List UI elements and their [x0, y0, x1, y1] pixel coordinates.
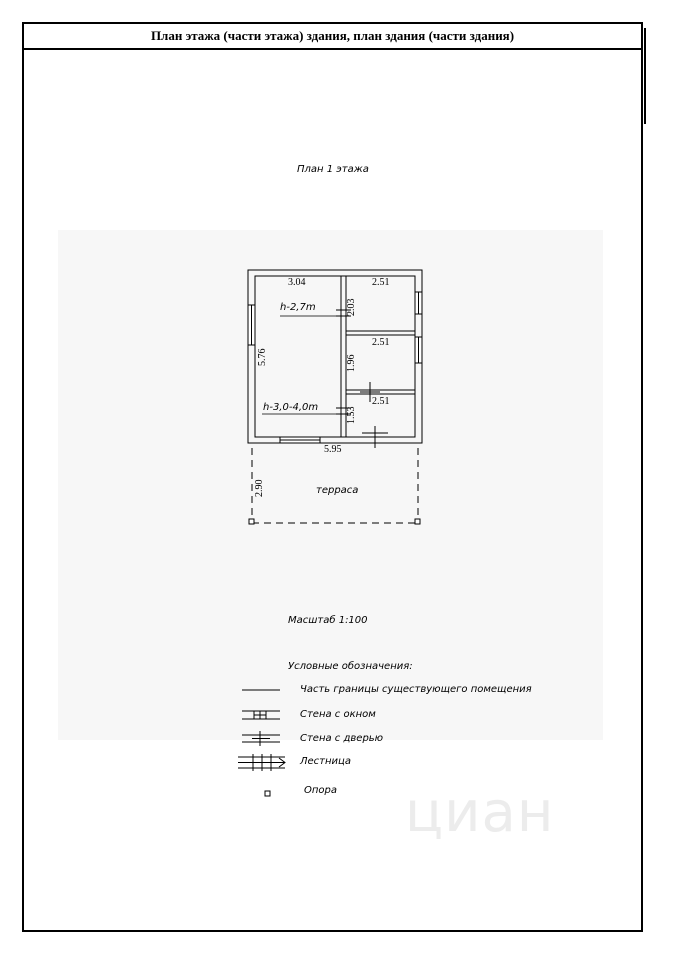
segment-height-label: 1.53 — [346, 406, 357, 424]
terrace-depth-label: 2.90 — [254, 479, 265, 497]
legend-item-label: Лестница — [300, 756, 351, 767]
room-width-label: 2.51 — [372, 337, 390, 348]
total-width-label: 5.95 — [324, 444, 342, 455]
ceiling-height-label: h-3,0-4,0m — [263, 402, 319, 413]
terrace-label: терраса — [316, 485, 359, 496]
total-height-label: 5.76 — [257, 348, 268, 366]
scale-label: Масштаб 1:100 — [288, 615, 368, 626]
support-post — [415, 519, 420, 524]
support-post — [249, 519, 254, 524]
ceiling-height-label: h-2,7m — [280, 302, 316, 313]
segment-height-label: 1.96 — [346, 354, 357, 372]
legend-item-label: Стена с окном — [300, 709, 376, 720]
legend-item-label: Часть границы существующего помещения — [300, 684, 532, 695]
watermark: циан — [405, 780, 555, 845]
plan-title: План 1 этажа — [297, 164, 369, 175]
segment-height-label: 2.03 — [346, 298, 357, 316]
outer-wall — [248, 270, 422, 443]
legend-item-label: Стена с дверью — [300, 733, 384, 744]
wall-door-icon — [242, 731, 280, 746]
page-title: План этажа (части этажа) здания, план здания (части здания) — [24, 24, 641, 50]
room-width-label: 2.51 — [372, 277, 390, 288]
legend-item-label: Опора — [304, 785, 338, 796]
legend-title: Условные обозначения: — [288, 661, 413, 672]
room-width-label: 2.51 — [372, 396, 390, 407]
room-width-label: 3.04 — [288, 277, 306, 288]
stairs-icon — [238, 754, 285, 771]
support-icon — [265, 791, 270, 796]
wall-window-icon — [242, 711, 280, 719]
